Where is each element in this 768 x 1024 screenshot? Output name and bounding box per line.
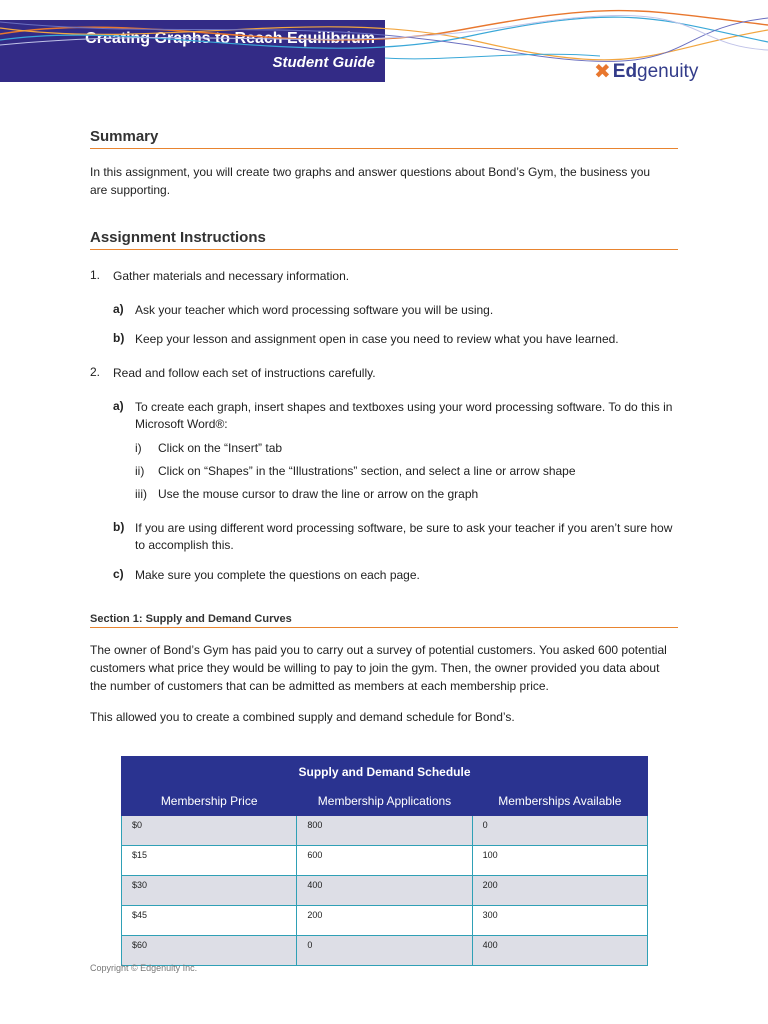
step-number: ii) [135,464,145,478]
table-cell: 200 [297,906,472,936]
table-cell: 400 [297,876,472,906]
step-number: iii) [135,487,147,501]
item-number: 2. [90,365,101,379]
supply-demand-table [121,756,648,966]
table-row [122,936,648,966]
item-text: Gather materials and necessary information. [113,269,350,283]
table-cell: 200 [472,876,647,906]
table-cell: $45 [122,906,297,936]
instructions-heading: Assignment Instructions [90,229,678,250]
copyright-footer: Copyright © Edgenuity Inc. [90,963,198,973]
step-text: Use the mouse cursor to draw the line or arrow on the graph [158,487,479,501]
table-cell: $0 [122,816,297,846]
table-cell: 0 [297,936,472,966]
sub-item-label: a) [113,399,124,413]
section-heading: Section 1: Supply and Demand Curves [90,613,678,628]
sub-item-label: a) [113,302,124,316]
step-number: i) [135,441,142,455]
table-row [122,846,648,876]
sub-item-text: Make sure you complete the questions on each page. [135,568,420,582]
table-header-row [122,787,648,816]
edgenuity-logo [594,62,698,82]
document-title: Creating Graphs to Reach Equilibrium [85,30,375,47]
column-header: Membership Applications [297,787,472,816]
summary-text: In this assignment, you will create two graphs and answer questions about Bond’s Gym, the business you are supporting. [90,165,651,197]
summary-heading: Summary [90,128,678,149]
sub-item-text: Keep your lesson and assignment open in case you need to review what you have learned. [135,332,619,346]
table-row [122,876,648,906]
table-cell: $30 [122,876,297,906]
step-text: Click on the “Insert” tab [158,441,283,455]
table-cell: 600 [297,846,472,876]
sub-item-label: c) [113,567,124,581]
logo-rest-part: genuity [637,61,699,82]
section-paragraph: This allowed you to create a combined supply and demand schedule for Bond’s. [90,710,515,724]
edgenuity-x-icon: ✖ [594,61,611,83]
step-text: Click on “Shapes” in the “Illustrations” section, and select a line or arrow shape [158,464,576,478]
table-row [122,906,648,936]
sub-item-text: Ask your teacher which word processing software you will be using. [135,303,494,317]
item-number: 1. [90,268,101,282]
section-paragraph: The owner of Bond’s Gym has paid you to carry out a survey of potential customers. You asked 600 potential customers what price they would be willing to pay to join the gym. Then, the owner provided you data about the number of customers that can be admitted as members at each membership price. [90,643,667,693]
table-cell: 400 [472,936,647,966]
table-cell: 800 [297,816,472,846]
sub-item-text: To create each graph, insert shapes and textboxes using your word processing software. To do this in Microsoft Word®: [135,400,673,431]
logo-bold-part: Ed [612,61,638,82]
sub-item-text: If you are using different word processing software, be sure to ask your teacher if you aren’t sure how to accomplish this. [135,521,673,552]
table-cell: 100 [472,846,647,876]
table-cell: $60 [122,936,297,966]
table-title-row [122,757,648,787]
table-row [122,816,648,846]
table-cell: $15 [122,846,297,876]
table-cell: 300 [472,906,647,936]
sub-item-label: b) [113,331,125,345]
table-title: Supply and Demand Schedule [122,757,648,787]
column-header: Memberships Available [472,787,647,816]
item-text: Read and follow each set of instructions carefully. [113,366,376,380]
document-subtitle: Student Guide [272,54,375,71]
table-cell: 0 [472,816,647,846]
logo-wordmark [613,62,699,82]
header-banner [0,20,385,82]
sub-item-label: b) [113,520,125,534]
column-header: Membership Price [122,787,297,816]
